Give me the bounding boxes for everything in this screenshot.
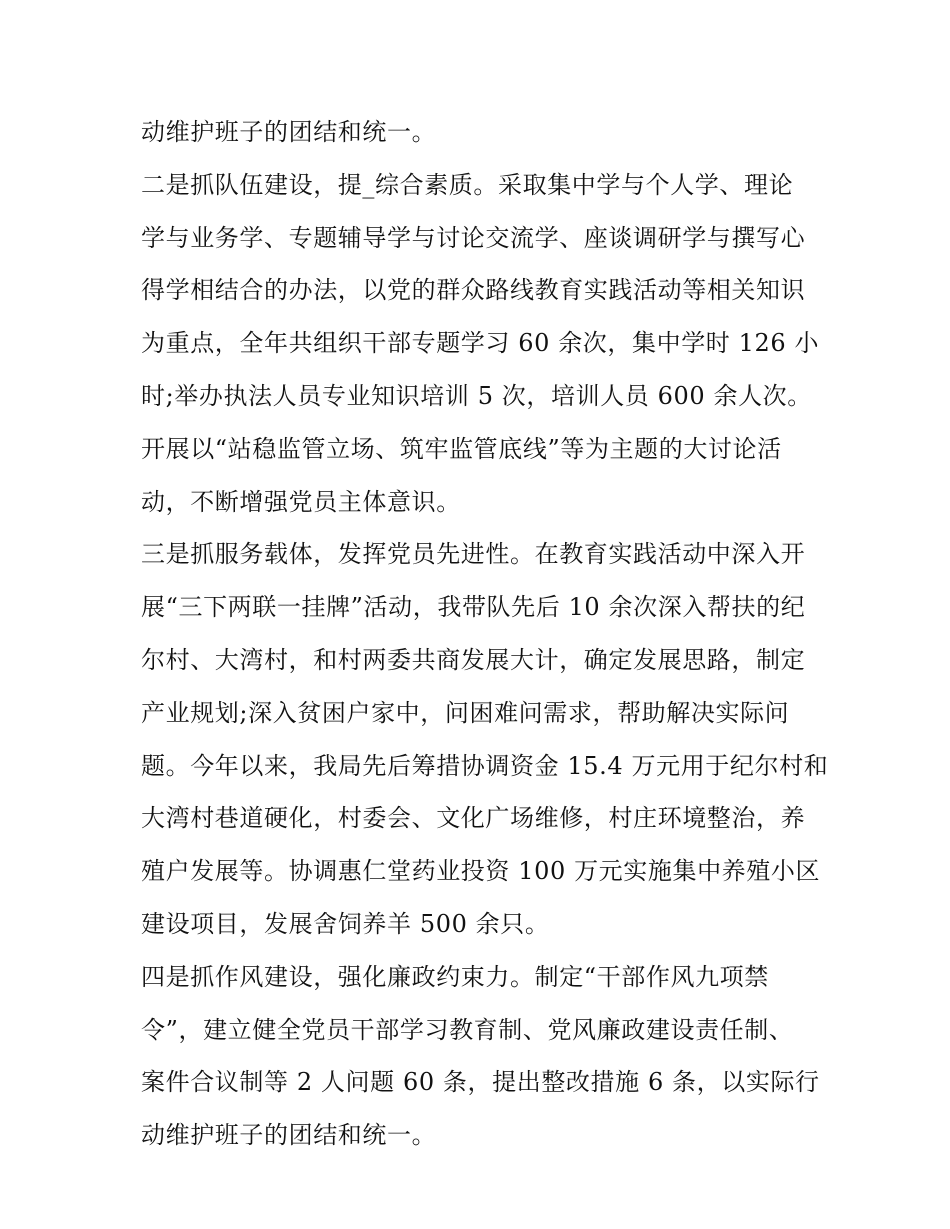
text-line: 动，不断增强党员主体意识。: [141, 487, 461, 516]
text-line: 殖户发展等。协调惠仁堂药业投资 100 万元实施集中养殖小区: [141, 857, 821, 886]
text-line: 动维护班子的团结和统一。: [141, 1121, 437, 1150]
text-line: 大湾村巷道硬化，村委会、文化广场维修，村庄环境整治，养: [141, 804, 806, 833]
text-line: 开展以“站稳监管立场、筑牢监管底线”等为主题的大讨论活: [141, 434, 782, 463]
text-line: 案件合议制等 2 人问题 60 条，提出整改措施 6 条，以实际行: [141, 1068, 820, 1097]
text-line: 尔村、大湾村，和村两委共商发展大计，确定发展思路，制定: [141, 645, 806, 674]
text-line: 得学相结合的办法，以党的群众路线教育实践活动等相关知识: [141, 276, 806, 305]
text-line: 二是抓队伍建设，提_综合素质。采取集中学与个人学、理论: [141, 170, 794, 199]
text-line: 展“三下两联一挂牌”活动，我带队先后 10 余次深入帮扶的纪: [141, 593, 806, 622]
text-line: 为重点，全年共组织干部专题学习 60 余次，集中学时 126 小: [141, 329, 820, 358]
text-line: 学与业务学、专题辅导学与讨论交流学、座谈调研学与撰写心: [141, 223, 806, 252]
body-text: [141, 106, 829, 1162]
text-line: 三是抓服务载体，发挥党员先进性。在教育实践活动中深入开: [141, 540, 806, 569]
text-line: 产业规划;深入贫困户家中，问困难问需求，帮助解决实际问: [141, 698, 790, 727]
text-line: 时;举办执法人员专业知识培训 5 次，培训人员 600 余人次。: [141, 381, 812, 410]
text-line: 四是抓作风建设，强化廉政约束力。制定“干部作风九项禁: [141, 962, 769, 991]
text-line: 建设项目，发展舍饲养羊 500 余只。: [141, 909, 550, 938]
text-line: 题。今年以来，我局先后筹措协调资金 15.4 万元用于纪尔村和: [141, 751, 829, 780]
text-line: 动维护班子的团结和统一。: [141, 118, 437, 146]
text-line: 令”，建立健全党员干部学习教育制、党风廉政建设责任制、: [141, 1015, 794, 1044]
